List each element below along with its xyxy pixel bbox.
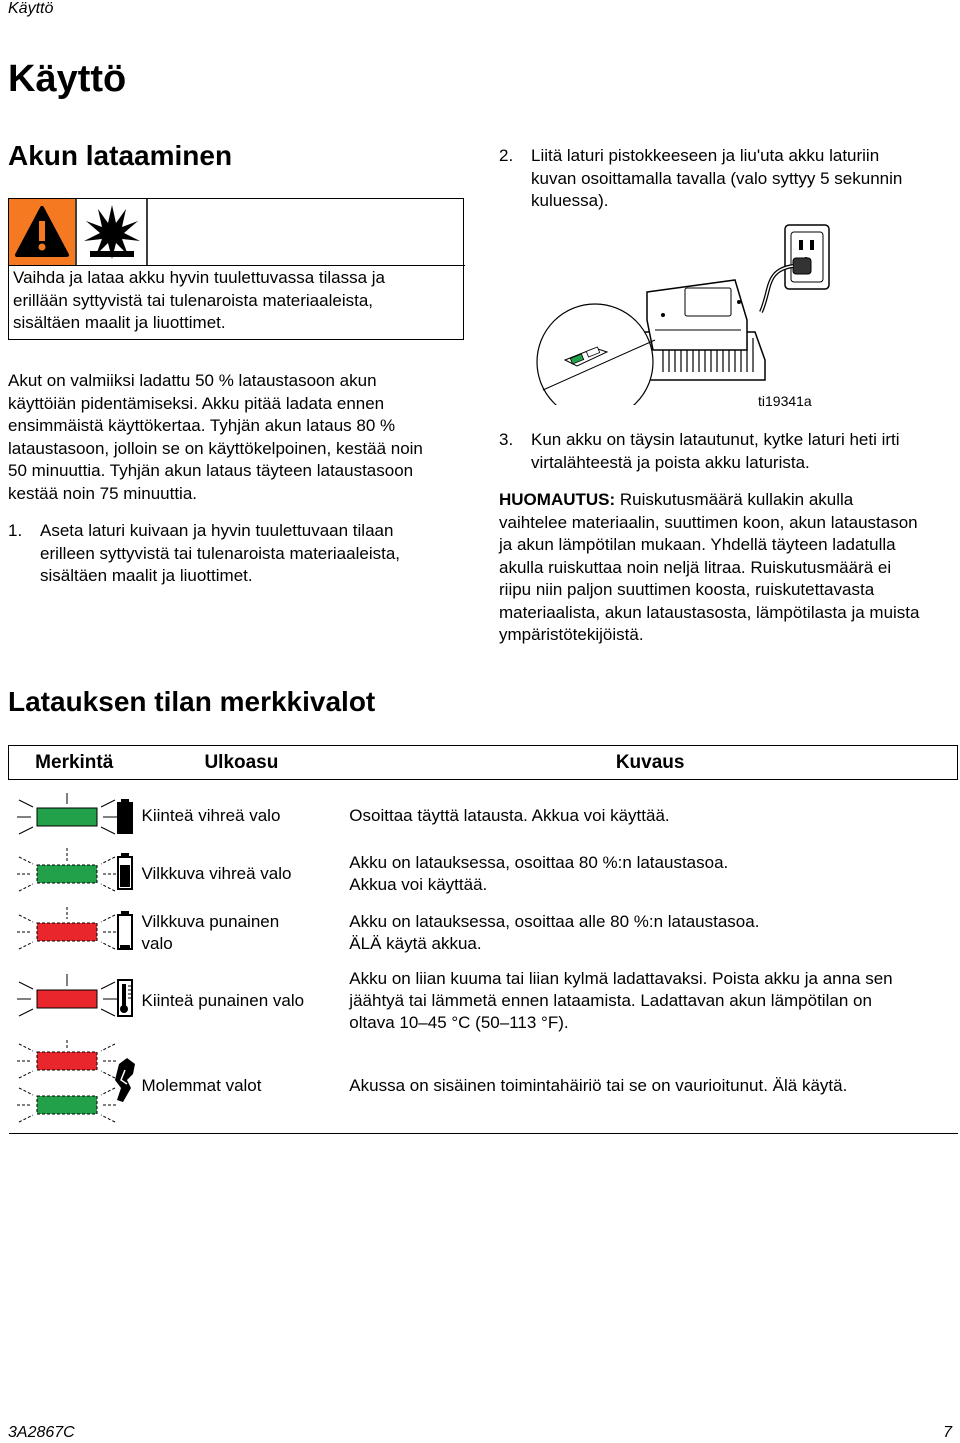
appearance-text: Kiinteä punainen valo <box>141 990 305 1010</box>
figure-label: ti19341a <box>758 393 812 409</box>
marking-cell <box>9 962 140 1040</box>
warning-icons <box>9 199 465 265</box>
description-text: Akku on latauksessa, osoittaa 80 %:n lataustasoa. <box>349 852 729 872</box>
red-blinking-light-icon <box>17 907 117 949</box>
status-light-graphic <box>9 790 140 838</box>
intro-line: kestää noin 75 minuuttia. <box>8 483 198 503</box>
description-text: jäähtyä tai lämmetä ennen lataamista. Ladattavan akun lämpötilan on <box>349 990 872 1010</box>
red-blinking-light-icon <box>17 1040 117 1078</box>
description-text: Akku on latauksessa, osoittaa alle 80 %:n lataustasoa. <box>349 912 760 931</box>
note-line: ympäristötekijöistä. <box>499 625 644 644</box>
intro-line: 50 minuuttia. Tyhjän akun lataus täyteen lataustasoon <box>8 461 414 480</box>
description-text: ÄLÄ käytä akkua. <box>349 934 482 953</box>
step-text <box>40 520 400 588</box>
description-text: Akkua voi käyttää. <box>349 874 488 894</box>
marking-cell <box>9 843 140 905</box>
warning-text <box>13 267 453 335</box>
note-line: akulla ruiskuttaa noin neljä litraa. Ruiskutusmäärä ei <box>499 557 892 577</box>
wall-outlet-icon <box>785 225 829 289</box>
appearance-cell <box>140 790 344 843</box>
battery-broken-icon <box>115 1058 135 1102</box>
step-line: Liitä laturi pistokkeeseen ja liu'uta akku laturiin <box>531 146 880 165</box>
footer-page-number: 7 <box>943 1424 952 1441</box>
note-paragraph <box>499 489 954 647</box>
battery-full-icon <box>117 799 133 834</box>
appearance-text: valo <box>141 934 173 953</box>
description-text: Akussa on sisäinen toimintahäiriö tai se on vaurioitunut. Älä käytä. <box>349 1076 848 1095</box>
note-line: vaihtelee materiaalin, suuttimen koon, akun lataustason <box>499 512 918 532</box>
battery-low-icon <box>118 911 132 949</box>
table-row <box>9 843 958 905</box>
step-line: kuluessa). <box>531 191 609 210</box>
section-title-status-lights: Latauksen tilan merkkivalot <box>8 686 376 717</box>
status-light-graphic <box>9 905 140 957</box>
step-text <box>531 145 902 213</box>
intro-line: ensimmäistä käyttökertaa. Tyhjän akun lataus 80 % <box>8 416 396 435</box>
description-text: Osoittaa täyttä latausta. Akkua voi käyttää. <box>349 806 670 825</box>
table-row <box>9 905 958 962</box>
description-text: Akku on liian kuuma tai liian kylmä ladattavaksi. Poista akku ja anna sen <box>349 968 893 988</box>
intro-paragraph <box>8 370 478 505</box>
description-cell <box>343 1040 957 1134</box>
appearance-text: Kiinteä vihreä valo <box>141 806 281 825</box>
table-row <box>9 1040 958 1134</box>
step-text <box>531 429 900 474</box>
warning-box <box>8 198 464 340</box>
step-line: sisältäen maalit ja liuottimet. <box>40 566 253 585</box>
thermometer-icon <box>118 980 132 1016</box>
marking-cell <box>9 905 140 962</box>
note-first-line <box>499 489 954 512</box>
status-lights-table <box>8 745 958 1135</box>
description-cell <box>343 962 957 1040</box>
step-line: Aseta laturi kuivaan ja hyvin tuulettuvaan tilaan <box>40 521 394 540</box>
header-description: Kuvaus <box>615 751 685 773</box>
intro-line: käyttöiän pidentämiseksi. Akku pitää ladata ennen <box>8 393 385 413</box>
green-light-icon <box>17 793 117 834</box>
explosion-icon <box>84 205 140 259</box>
step-number: 2. <box>499 146 514 165</box>
warning-line: erillään syttyvistä tai tulenaroista materiaaleista, <box>13 290 373 310</box>
appearance-cell <box>140 843 344 905</box>
intro-line: lataustasoon, jolloin se on käyttökelpoinen, kestää noin <box>8 438 423 458</box>
status-light-graphic <box>9 972 140 1024</box>
appearance-text: Vilkkuva vihreä valo <box>141 863 292 883</box>
appearance-text: Vilkkuva punainen <box>141 912 280 931</box>
battery-charging-icon <box>118 853 132 889</box>
warning-icon-strip <box>9 199 149 265</box>
step-line: kuvan osoittamalla tavalla (valo syttyy 5 sekunnin <box>531 168 903 188</box>
step-number: 1. <box>8 521 23 540</box>
marking-cell <box>9 790 140 843</box>
note-line: riipu niin paljon suuttimen koosta, ruiskutettavasta <box>499 580 875 599</box>
description-cell <box>343 790 957 843</box>
step-3 <box>499 429 949 472</box>
table-row <box>9 962 958 1040</box>
step-line: virtalähteestä ja poista akku laturista. <box>531 452 810 472</box>
note-line: ja akun lämpötilan mukaan. Yhdellä täyteen ladatulla <box>499 535 896 554</box>
intro-line: Akut on valmiiksi ladattu 50 % lataustasoon akun <box>8 371 377 390</box>
note-first-line-text: Ruiskutusmäärä kullakin akulla <box>615 490 854 509</box>
green-blinking-light-icon <box>17 848 117 891</box>
note-label: HUOMAUTUS: <box>499 490 616 509</box>
description-cell <box>343 843 957 905</box>
battery-pack <box>647 280 747 350</box>
red-light-icon <box>17 974 117 1016</box>
step-line: erilleen syttyvistä tai tulenaroista materiaaleista, <box>40 543 400 563</box>
led-detail-callout <box>537 304 655 405</box>
appearance-cell <box>140 905 344 962</box>
step-line: Kun akku on täysin latautunut, kytke laturi heti irti <box>531 430 900 449</box>
appearance-text: Molemmat valot <box>141 1076 262 1095</box>
status-light-graphic <box>9 843 140 899</box>
status-light-graphic <box>9 1040 140 1128</box>
appearance-cell <box>140 962 344 1040</box>
marking-cell <box>9 1040 140 1134</box>
header-appearance: Ulkoasu <box>204 751 279 773</box>
charger-illustration <box>535 220 835 405</box>
description-text: oltava 10–45 °C (50–113 °F). <box>349 1012 569 1032</box>
green-blinking-light-icon <box>17 1088 117 1122</box>
running-header: Käyttö <box>8 0 54 17</box>
step-2 <box>499 145 949 210</box>
header-marking: Merkintä <box>35 751 114 773</box>
appearance-cell <box>140 1040 344 1134</box>
step-1 <box>8 520 478 585</box>
warning-line: sisältäen maalit ja liuottimet. <box>13 313 226 332</box>
note-line: materiaalista, akun lataustasosta, lämpötilasta ja muista <box>499 602 920 622</box>
table-row <box>9 790 958 843</box>
warning-line: Vaihda ja lataa akku hyvin tuulettuvassa tilassa ja <box>13 268 386 287</box>
step-number: 3. <box>499 430 514 449</box>
table-header-row <box>9 746 958 780</box>
description-cell <box>343 905 957 962</box>
footer-doc-number: 3A2867C <box>8 1424 75 1441</box>
page-title: Käyttö <box>8 58 127 100</box>
section-title-charging: Akun lataaminen <box>8 140 233 171</box>
